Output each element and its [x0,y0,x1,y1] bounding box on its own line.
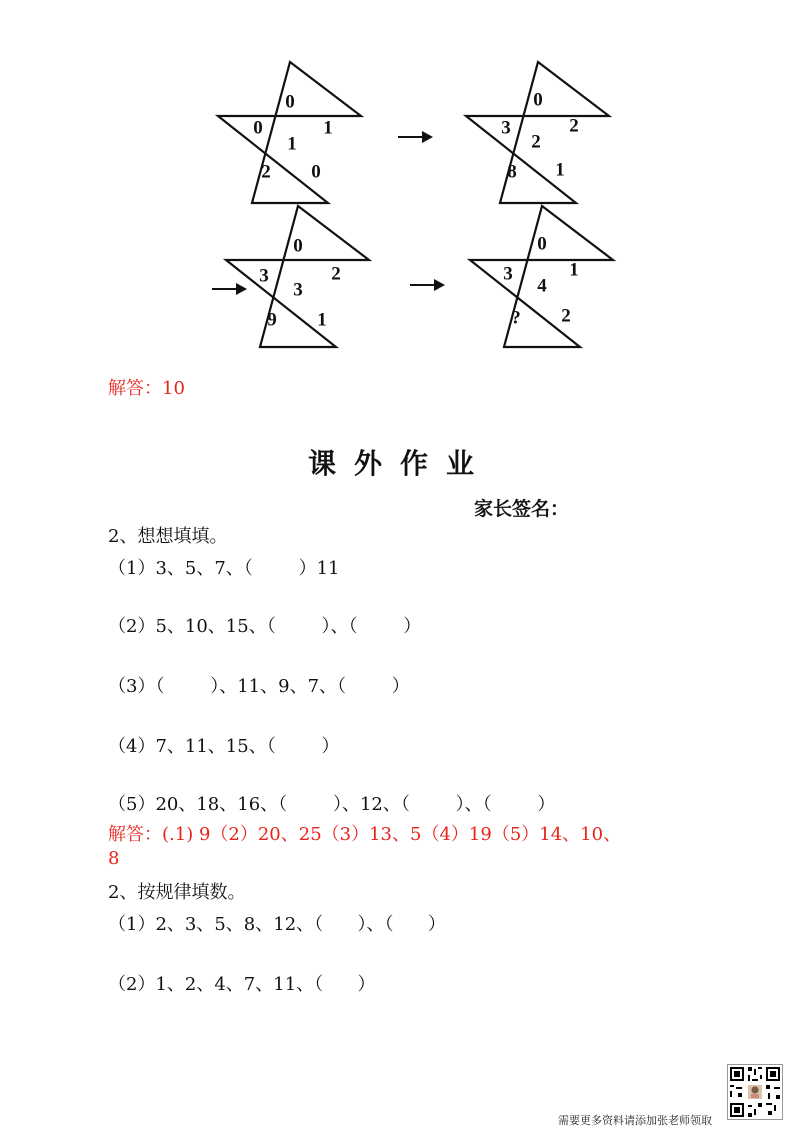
arrow-icon [410,278,446,292]
star-number-top: 0 [293,235,303,257]
footer-note: 需要更多资料请添加张老师领取 [558,1114,712,1127]
star-number-bottom-right: 1 [555,159,565,181]
star-number-right: 2 [569,115,579,137]
star-number-center: 2 [531,131,541,153]
question-item: （3）（ ）、11、9、7、（ ） [108,676,410,697]
section-heading: 2、按规律填数。 [108,882,246,903]
star-number-bottom-left: 9 [267,309,277,331]
star-figure-3 [218,202,378,352]
star-number-bottom-left: 8 [507,161,517,183]
star-number-right: 2 [331,263,341,285]
puzzle-answer: 解答：10 [108,378,185,399]
star-number-bottom-left: ? [511,307,521,329]
arrow-icon [398,130,434,144]
star-number-right: 1 [569,259,579,281]
question-item: （5）20、18、16、（ ）、12、（ ）、（ ） [108,794,556,815]
star-number-center: 1 [287,133,297,155]
page-title: 课外作业 [307,447,492,480]
star-number-left: 3 [501,117,511,139]
section-heading: 2、想想填填。 [108,526,228,547]
star-number-bottom-right: 1 [317,309,327,331]
star-number-bottom-right: 2 [561,305,571,327]
star-number-center: 3 [293,279,303,301]
star-number-left: 3 [259,265,269,287]
star-number-left: 0 [253,117,263,139]
star-figure-4 [462,202,622,352]
star-number-top: 0 [285,91,295,113]
parent-signature-label: 家长签名： [474,498,570,520]
star-figure-2 [458,58,618,208]
star-number-right: 1 [323,117,333,139]
question-item: （4）7、11、15、（ ） [108,736,340,757]
section-answer-continued: 8 [108,848,120,869]
section-answer: 解答：(.1) 9（2）20、25（3）13、5（4）19（5）14、10、 [108,824,622,845]
star-number-bottom-left: 2 [261,161,271,183]
star-number-top: 0 [537,233,547,255]
question-item: （1）2、3、5、8、12、（ ）、（ ） [108,914,446,935]
star-number-left: 3 [503,263,513,285]
qr-code-icon [727,1064,783,1120]
question-item: （2）1、2、4、7、11、（ ） [108,974,376,995]
star-number-bottom-right: 0 [311,161,321,183]
question-item: （2）5、10、15、（ ）、（ ） [108,616,422,637]
star-figure-1 [210,58,370,208]
question-item: （1）3、5、7、（ ）11 [108,558,340,579]
star-number-center: 4 [537,275,547,297]
star-number-top: 0 [533,89,543,111]
